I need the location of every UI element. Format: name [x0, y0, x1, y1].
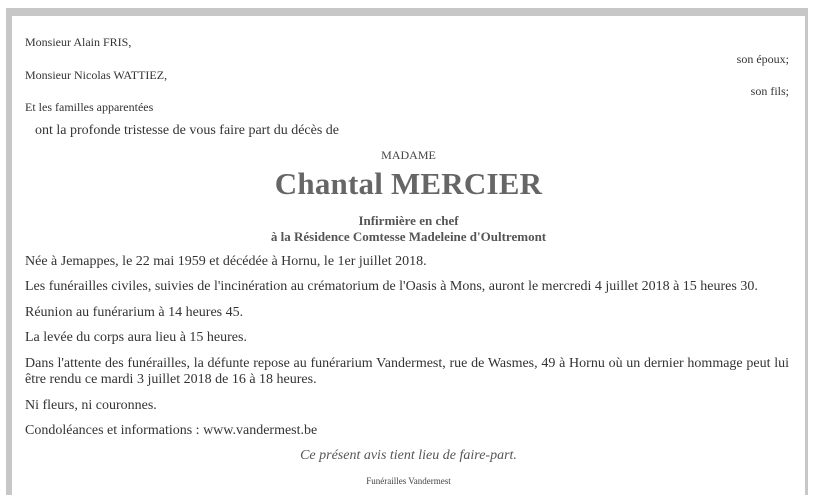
family-relation-son: son fils;: [750, 84, 789, 98]
paragraph-funeral: Les funérailles civiles, suivies de l'incinération au crématorium de l'Oasis à Mons, auront le mercredi 4 juillet 2018 à 15 heures 30.: [25, 279, 758, 294]
paragraph-birth-death: Née à Jemappes, le 22 mai 1959 et décédée à Hornu, le 1er juillet 2018.: [25, 254, 427, 269]
paragraph-flowers: Ni fleurs, ni couronnes.: [25, 398, 157, 413]
deceased-role-line2: à la Résidence Comtesse Madeleine d'Oultremont: [270, 229, 547, 244]
footer-funeral-home: Funérailles Vandermest: [366, 476, 451, 486]
paragraph-resting: Dans l'attente des funérailles, la défunte repose au funérarium Vandermest, rue de Wasmes, 49 à Hornu où un dernier hommage peut lui être rendu ce mardi 3 juillet 2018 de 16 à 18 heures.: [25, 356, 789, 387]
obituary-page: [12, 16, 805, 495]
family-line-son: Monsieur Nicolas WATTIEZ,: [25, 68, 168, 82]
paragraph-condolences: Condoléances et informations : www.vandermest.be: [25, 423, 318, 438]
paragraph-meeting: Réunion au funérarium à 14 heures 45.: [25, 305, 244, 320]
family-line-husband: Monsieur Alain FRIS,: [25, 35, 132, 49]
paragraph-removal: La levée du corps aura lieu à 15 heures.: [25, 330, 247, 345]
deceased-role-line1: Infirmière en chef: [358, 213, 459, 228]
deceased-title: MADAME: [381, 148, 436, 162]
family-line-relatives: Et les familles apparentées: [25, 100, 154, 114]
notice-text: Ce présent avis tient lieu de faire-part.: [300, 448, 517, 463]
announcement-text: ont la profonde tristesse de vous faire part du décès de: [35, 123, 340, 138]
deceased-name: Chantal MERCIER: [274, 166, 543, 201]
document-frame: [6, 8, 808, 495]
family-relation-husband: son époux;: [736, 52, 789, 66]
